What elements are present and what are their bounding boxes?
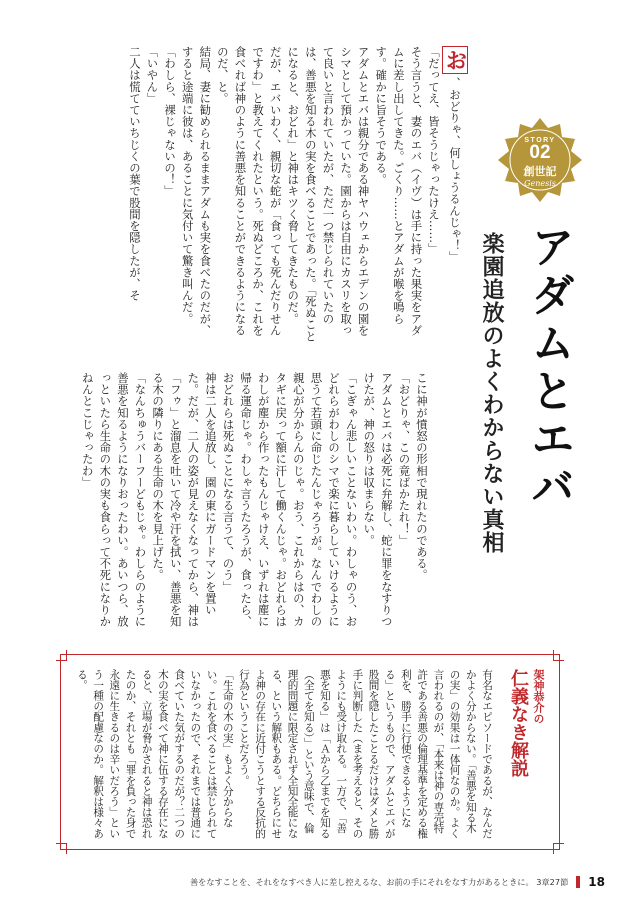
commentary-paragraph: 「生命の木の実」もよく分からない。これを食べることは禁じられていなかったので、それまでは普通に食べていた気がするのだが？二つの木の実を食べて神に伍する存在になると、立場が脅かされると神は恐れたのか、それとも「罪を負った身で永遠に生きるのは辛いだろう」という一種の配慮なのか。解釈は様々ある。 — [75, 669, 234, 839]
commentary-box — [60, 654, 560, 850]
badge-story-number: 02 — [529, 141, 551, 163]
corner-ornament — [553, 843, 564, 854]
paragraph: 「おどりゃ、この竟ばかたれ！」 — [397, 372, 412, 546]
main-text-part2 — [30, 372, 430, 628]
commentary-text — [75, 669, 495, 839]
opening-paragraph: お、おどりゃ、何しょうるんじゃ！」 — [442, 46, 468, 346]
badge-story-label: STORY — [524, 136, 556, 144]
corner-ornament — [56, 650, 67, 661]
paragraph: 神は二人を追放し、園の東にガードマンを置いた。だが、二人の姿が見えなくなってから、神は「フゥ」と溜息を吐いて冷や汗を拭い、善悪を知る木の隣りにある生命の木を見上げた。 — [151, 372, 218, 628]
page-footer — [190, 874, 605, 890]
corner-ornament — [553, 650, 564, 661]
page-subtitle: 楽園追放のよくわからない真相 — [479, 232, 504, 554]
footer-accent-bar — [576, 876, 580, 888]
page-number: 18 — [588, 875, 605, 889]
commentary-heading — [507, 669, 545, 839]
main-text-part1 — [28, 46, 468, 346]
badge-text — [498, 118, 582, 202]
commentary-author: 架神恭介の — [532, 669, 545, 724]
paragraph: アダムとエバは必死に弁解し、蛇に罪をなすりつけたが、神の怒りは収まらない。 — [362, 372, 394, 628]
corner-ornament — [56, 843, 67, 854]
paragraph: そう言うと、妻のエバ（イヴ）は手に持った果実をアダムに差し出してきた。ごくり……とアダムが喉を鳴らす。確かに旨そうである。 — [374, 46, 424, 336]
badge-category-en: Genesis — [524, 178, 556, 188]
paragraph: 「なんちゅうバーフーどもじゃ。わしらのように善悪を知るようになりおったわい。あいつら、放っといたら生命の木の実も食らって不死になりかねんとこじゃったわ」 — [80, 372, 148, 628]
commentary-title: 仁義なき解説 — [508, 669, 529, 777]
paragraph: だが、エバいわく、親切な蛇が「食っても死んだりせんですわ」と教えてくれたという。死ぬどころか、これを食べれば神のように善悪を知ることができるようになるのだ、と。 — [215, 46, 283, 336]
paragraph: 「わしら、裸じゃないの！」 — [163, 46, 178, 197]
paragraph: 結局、妻に勧められるままアダムも実を食べたのだが、すると途端に彼は、あることに気付いて驚き叫んだ。 — [180, 46, 213, 336]
paragraph: 「だってえ、皆そうじゃったけえ……」 — [427, 46, 441, 255]
paragraph: アダムとエバは親分である神ヤハウェからエデンの園をシマとして預かっていた。園からは自由にカスリを取って良いと言われていたが、ただ一つ禁じられていたのは、善悪を知る木の実を食べることであった。「死ぬことになると、おどれ」と神はキツく脅してきたものだ。 — [286, 46, 371, 342]
paragraph: 「いやん」 — [145, 46, 160, 104]
paragraph: 「こぎゃん悲しいことないわい。わしゃのう、おどれらがわしのシマで楽に暮らしていけるように思うて若頭に命じたんじゃろうが。なんでわしの親心が分からんのじゃ。おう、これからはの、カタギに戻って額に汗して働くんじゃ。おどれらはわしが塵から作ったもんじゃけえ、いずれは塵に帰る運命じゃ。わしゃ言うたろうが、食ったら、おどれらは死ぬことになる言うて、のう」 — [221, 372, 359, 628]
commentary-paragraph: 有名なエピソードであるが、なんだかよく分からない。「善悪を知る木の実」の効果は一体何なのか。よく言われるのが、「本来は神の専売特許である善悪の倫理基準を定める権利を、勝手に行使できるようになる」というもので、アダムとエバが股間を隠したことるだけはダメと勝手に判断した（まを考えると、そのようにも受け取れる。一方で、「善悪を知る」は「Ａから乙までを知る（全てを知る）」という意味で、倫理的問題に限定されず全知全能になる、という解釈もある。どちらにせよ神の存在に近付こうとする反抗的行為ということだろう。 — [237, 669, 493, 839]
page-title: アダムとエバ — [523, 224, 574, 512]
dropcap: お — [442, 46, 468, 74]
paragraph: 二人は慌てていちじくの葉で股間を隠したが、そ — [127, 46, 142, 302]
badge-category: 創世記 — [523, 165, 557, 178]
paragraph: こに神が憤怒の形相で現れたのである。 — [415, 372, 429, 581]
footer-quote: 善をなすことを、それをなすべき人に差し控えるな、お前の手にそれをなす力があるときに。 3章27節 — [189, 876, 569, 887]
